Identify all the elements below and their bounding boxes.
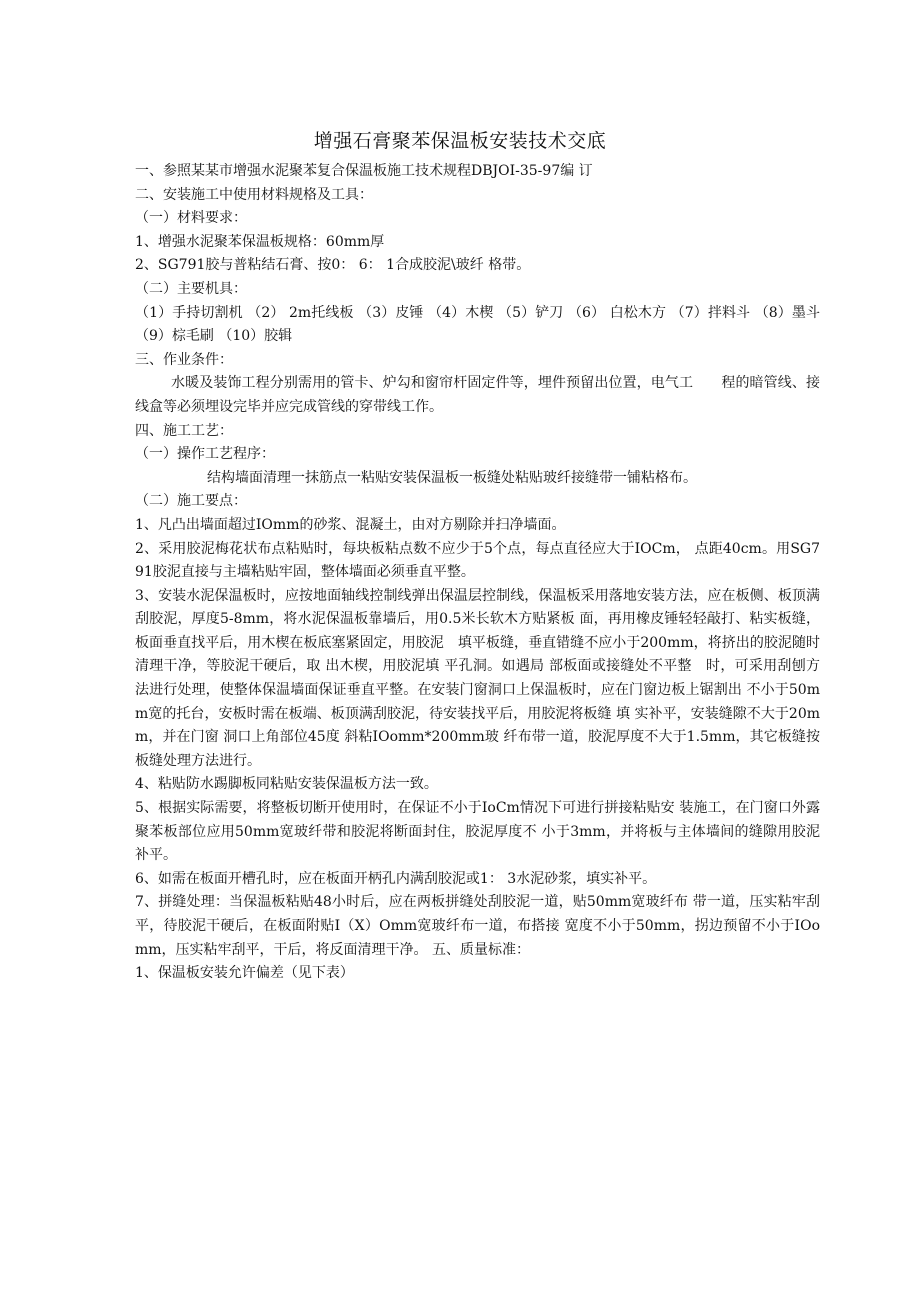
material-item-1: 1、增强水泥聚苯保温板规格：60mm厚 [135,233,385,250]
key-point-1: 1、凡凸出墙面超过IOmm的砂浆、混凝土，由对方剔除并扫净墙面。 [135,516,566,533]
subsection-procedure-heading: （一）操作工艺程序： [135,446,275,463]
key-point-7: 7、拼缝处理：当保温板粘贴48小时后，应在两板拼缝处刮胶泥一道，贴50mm宽玻纤布 带一道，压实粘牢刮平，待胶泥干硬后，在板面附贴I（X）Omm宽玻纤布一道，布搭接 宽度不小于50mm，拐边预留不小于IOomm，压实粘牢刮平，干后，将反面清理干净。 五、质量标准： [135,894,820,958]
key-point-2: 2、采用胶泥梅花状布点粘贴时，每块板粘点数不应少于5个点，每点直径应大于IOCm， 点距40cm。用SG791胶泥直接与主墙粘贴牢固，整体墙面必须垂直平整。 [135,540,820,581]
work-conditions-paragraph: 水暖及装饰工程分别需用的管卡、炉勾和窗帘杆固定件等，埋件预留出位置，电气工 程的暗管线、接线盒等必须埋设完毕并应完成管线的穿带线工作。 [135,375,820,415]
clause-1: 一、参照某某市增强水泥聚苯复合保温板施工技术规程DBJOI-35-97编 订 [135,163,593,179]
section-3-heading: 三、作业条件： [135,351,233,368]
subsection-key-points-heading: （二）施工要点： [135,493,247,510]
subsection-tools-heading: （二）主要机具： [135,280,247,297]
procedure-sequence: 结构墙面清理一抹筋点一粘贴安装保温板一板缝处粘贴玻纤接缝带一铺粘格布。 [207,469,697,486]
quality-item-1: 1、保温板安装允许偏差（见下表） [135,965,354,982]
document-body [135,160,820,986]
key-point-3: 3、安装水泥保温板时，应按地面轴线控制线弹出保温层控制线，保温板采用落地安装方法，应在板侧、板顶满刮胶泥，厚度5-8mm，将水泥保温板靠墙后，用0.5米长软木方贴紧板 面，再用橡皮锤轻轻敲打、粘实板缝，板面垂直找平后，用木楔在板底塞紧固定，用胶泥 填平板缝，垂直错缝不应小于200mm，将挤出的胶泥随时清理干净，等胶泥干硬后，取 出木楔，用胶泥填 平孔洞。如遇局 部板面或接缝处不平整 时，可采用刮刨方法进行处理，使整体保温墙面保证垂直平整。在安装门窗洞口上保温板时，应在门窗边板上锯割出 不小于50mm宽的托台，安板时需在板端、板顶满刮胶泥，待安装找平后，用胶泥将板缝 填 实补平，安装缝隙不大于20mm，并在门窗 洞口上角部位45度 斜粘IOomm*200mm玻 纤布带一道，胶泥厚度不大于1.5mm，其它板缝按板缝处理方法进行。 [135,587,820,769]
key-point-6: 6、如需在板面开槽孔时，应在板面开柄孔内满刮胶泥或1： 3水泥砂浆，填实补平。 [135,870,657,887]
tools-list: （1）手持切割机 （2） 2m托线板 （3）皮锤 （4）木楔 （5）铲刀 （6） 白松木方 （7）拌料斗 （8）墨斗 （9）棕毛刷 （10）胶辑 [135,304,820,345]
key-point-4: 4、粘贴防水踢脚板同粘贴安装保温板方法一致。 [135,776,438,793]
subsection-materials-heading: （一）材料要求： [135,210,247,227]
key-point-5: 5、根据实际需要，将整板切断开使用时，在保证不小于IoCm情况下可进行拼接粘贴安 装施工，在门窗口外露聚苯板部位应用50mm宽玻纤带和胶泥将断面封住，胶泥厚度不 小于3mm，并将板与主体墙间的缝隙用胶泥补平。 [135,800,820,864]
document-title: 增强石膏聚苯保温板安装技术交底 [313,130,607,152]
material-item-2: 2、SG791胶与普粘结石膏、按0： 6： 1合成胶泥\玻纤 格带。 [135,257,531,274]
section-2-heading: 二、安装施工中使用材料规格及工具： [135,186,373,203]
section-4-heading: 四、施工工艺： [135,422,233,439]
